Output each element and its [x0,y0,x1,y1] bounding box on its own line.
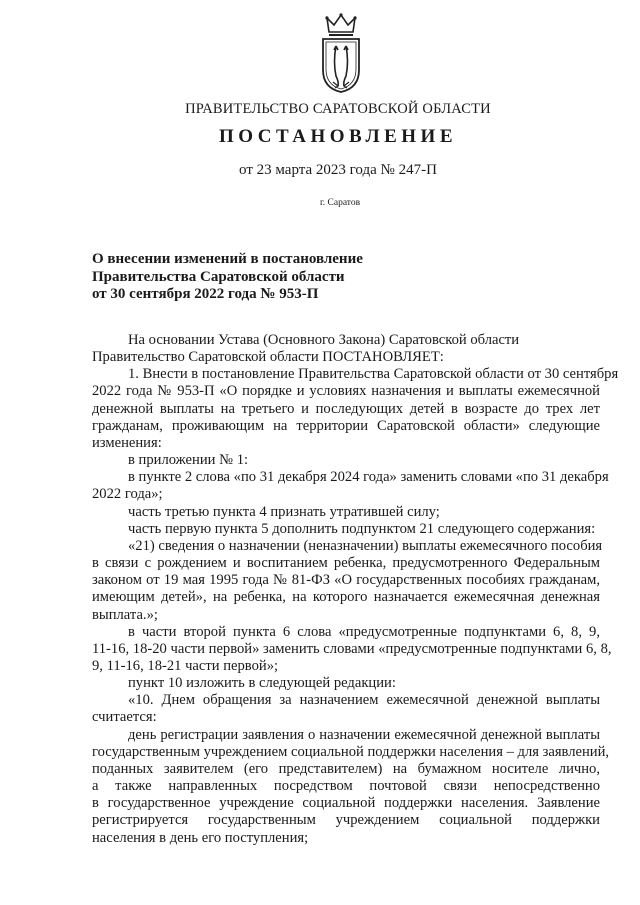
paragraph-line: населения в день его поступления; [92,829,309,846]
document-date-number: от 23 марта 2023 года № 247-П [239,162,437,178]
subject-line: Правительства Саратовской области [92,268,345,285]
paragraph-line: 11-16, 18-20 части первой» заменить словами «предусмотренные подпунктами 6, 8, [92,640,612,657]
paragraph-line: в связи с рождением и воспитанием ребенка, предусмотренного Федеральным [92,555,600,572]
paragraph-line: «21) сведения о назначении (неназначении) выплаты ежемесячного пособия [128,537,603,554]
paragraph-line: пункт 10 изложить в следующей редакции: [128,675,396,692]
paragraph-line: в пункте 2 слова «по 31 декабря 2024 года» заменить словами «по 31 декабря [128,469,609,486]
paragraph-line: а также направленных посредством почтовой связи непосредственно [92,778,600,795]
paragraph-line: «10. Днем обращения за назначением ежемесячной денежной выплаты [128,692,600,709]
paragraph-line: выплата.»; [92,606,158,623]
paragraph-line: 9, 11-16, 18-21 части первой»; [92,657,279,674]
paragraph-line: в государственное учреждение социальной поддержки населения. Заявление [92,795,600,812]
paragraph-line: государственным учреждением социальной поддержки населения – для заявлений, [92,743,610,760]
paragraph-line: считается: [92,709,157,726]
paragraph-line: 2022 года № 953-П «О порядке и условиях назначения и выплаты ежемесячной [92,383,600,400]
paragraph-line: изменения: [92,434,162,451]
paragraph-line [92,332,600,349]
document-body [92,332,619,847]
paragraph-line: законом от 19 мая 1995 года № 81-ФЗ «О государственных пособиях гражданам, [92,572,600,589]
paragraph-line: регистрируется государственным учреждением социальной поддержки [92,812,600,829]
document-type-title: ПОСТАНОВЛЕНИЕ [218,126,458,147]
paragraph-line: в приложении № 1: [128,452,249,469]
paragraph-line: денежной выплаты на третьего и последующих детей в возрасте до трех лет [92,400,600,417]
government-name: ПРАВИТЕЛЬСТВО САРАТОВСКОЙ ОБЛАСТИ [185,101,491,117]
paragraph-line: в части второй пункта 6 слова «предусмотренные подпунктами 6, 8, 9, [128,623,600,640]
paragraph-line: 2022 года»; [92,486,163,503]
document-subject [92,251,452,304]
subject-line: О внесении изменений в постановление [92,251,363,267]
coat-of-arms-icon [318,12,364,94]
paragraph-text: На основании Устава (Основного Закона) Саратовской области [128,332,520,348]
paragraph-line: гражданам, проживающим на территории Саратовской области» следующие [92,417,600,434]
paragraph-line: имеющим детей», на ребенка, на которого назначается ежемесячная денежная [92,589,600,606]
paragraph-line: часть первую пункта 5 дополнить подпунктом 21 следующего содержания: [128,520,596,537]
document-city: г. Саратов [319,198,361,208]
paragraph-line: Правительство Саратовской области ПОСТАНОВЛЯЕТ: [92,349,444,366]
subject-line: от 30 сентября 2022 года № 953-П [92,286,319,302]
paragraph-line: поданных заявителем (его представителем) на бумажном носителе лично, [92,760,600,777]
paragraph-line: день регистрации заявления о назначении ежемесячной денежной выплаты [128,726,600,743]
paragraph-line: 1. Внести в постановление Правительства Саратовской области от 30 сентября [128,366,619,383]
paragraph-line: часть третью пункта 4 признать утратившей силу; [128,503,440,520]
